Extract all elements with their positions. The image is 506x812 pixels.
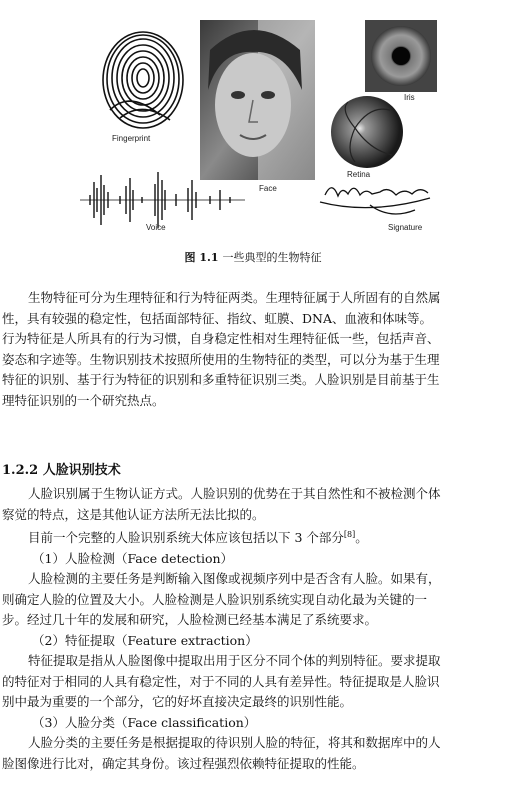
text-line: 特征提取是指从人脸图像中提取出用于区分不同个体的判别特征。要求提取 (28, 653, 441, 669)
text-line: 人脸检测的主要任务是判断输入图像或视频序列中是否含有人脸。如果有， (28, 571, 441, 587)
text-line: 人脸识别属于生物认证方式。人脸识别的优势在于其自然性和不被检测个体 (28, 486, 441, 501)
text-line: 别中最为重要的一个部分，它的好坏直接决定最终的识别性能。 (2, 694, 353, 710)
fingerprint-label: Fingerprint (112, 134, 151, 143)
section-title: 人脸识别技术 (42, 463, 121, 478)
text-line: 察觉的特点，这是其他认证方法所无法比拟的。 (2, 506, 265, 522)
list-item-face-classification: （3）人脸分类（Face classification） (32, 714, 257, 730)
list-item-feature-extraction: （2）特征提取（Feature extraction） (32, 632, 258, 648)
voice-label: Voice (146, 223, 166, 232)
text-line: 姿态和字迹等。生物识别技术按照所使用的生物特征的类型，可以分为基于生理 (2, 351, 440, 367)
face-label: Face (259, 184, 277, 193)
retina-image (331, 96, 403, 168)
figure-caption-text: 一些典型的生物特征 (222, 251, 322, 264)
paragraph-face-recognition-intro (2, 484, 488, 774)
para3-text: 目前一个完整的人脸识别系统大体应该包括以下 3 个部分 (28, 530, 344, 546)
text-line: 行为特征是人所具有的行为习惯，自身稳定性相对生理特征低一些，包括声音、 (2, 331, 440, 346)
iris-image (365, 20, 437, 92)
retina-label: Retina (347, 170, 371, 179)
text-line: 脸图像进行比对，确定其身份。该过程强烈依赖特征提取的性能。 (2, 755, 365, 771)
text-line: 步。经过几十年的发展和研究，人脸检测已经基本满足了系统要求。 (2, 612, 378, 628)
text-line: 生物特征可分为生理特征和行为特征两类。生理特征属于人所固有的自然属 (28, 290, 441, 305)
signature-image (320, 188, 430, 214)
text-line: 人脸分类的主要任务是根据提取的待识别人脸的特征，将其和数据库中的人 (28, 735, 441, 751)
section-number: 1.2.2 (2, 463, 39, 478)
para3-end: 。 (355, 530, 368, 546)
text-line (2, 525, 488, 549)
fingerprint-image (103, 32, 183, 128)
text-line: 则确定人脸的位置及大小。人脸检测是人脸识别系统实现自动化最为关键的一 (2, 591, 428, 607)
paragraph-biometric-types (2, 288, 488, 411)
face-image (200, 20, 315, 180)
citation: [8] (343, 530, 356, 539)
figure-caption-number: 图 1.1 (184, 251, 219, 264)
text-line: 理特征识别的一个研究热点。 (2, 392, 165, 408)
iris-label: Iris (404, 93, 415, 102)
text-line: 的特征对于相同的人具有稳定性，对于不同的人具有差异性。特征提取是人脸识 (2, 673, 440, 689)
text-line: 特征的识别、基于行为特征的识别和多重特征识别三类。人脸识别是目前基于生 (2, 372, 440, 387)
figure-caption (0, 249, 506, 265)
signature-label: Signature (388, 223, 423, 232)
list-item-face-detection: （1）人脸检测（Face detection） (32, 550, 234, 566)
text-line: 性，具有较强的稳定性，包括面部特征、指纹、虹膜、DNA、血液和体味等。 (2, 310, 432, 326)
section-heading (2, 459, 121, 478)
biometrics-illustration (70, 10, 450, 245)
biometrics-figure (70, 10, 450, 245)
voice-waveform (80, 172, 245, 228)
